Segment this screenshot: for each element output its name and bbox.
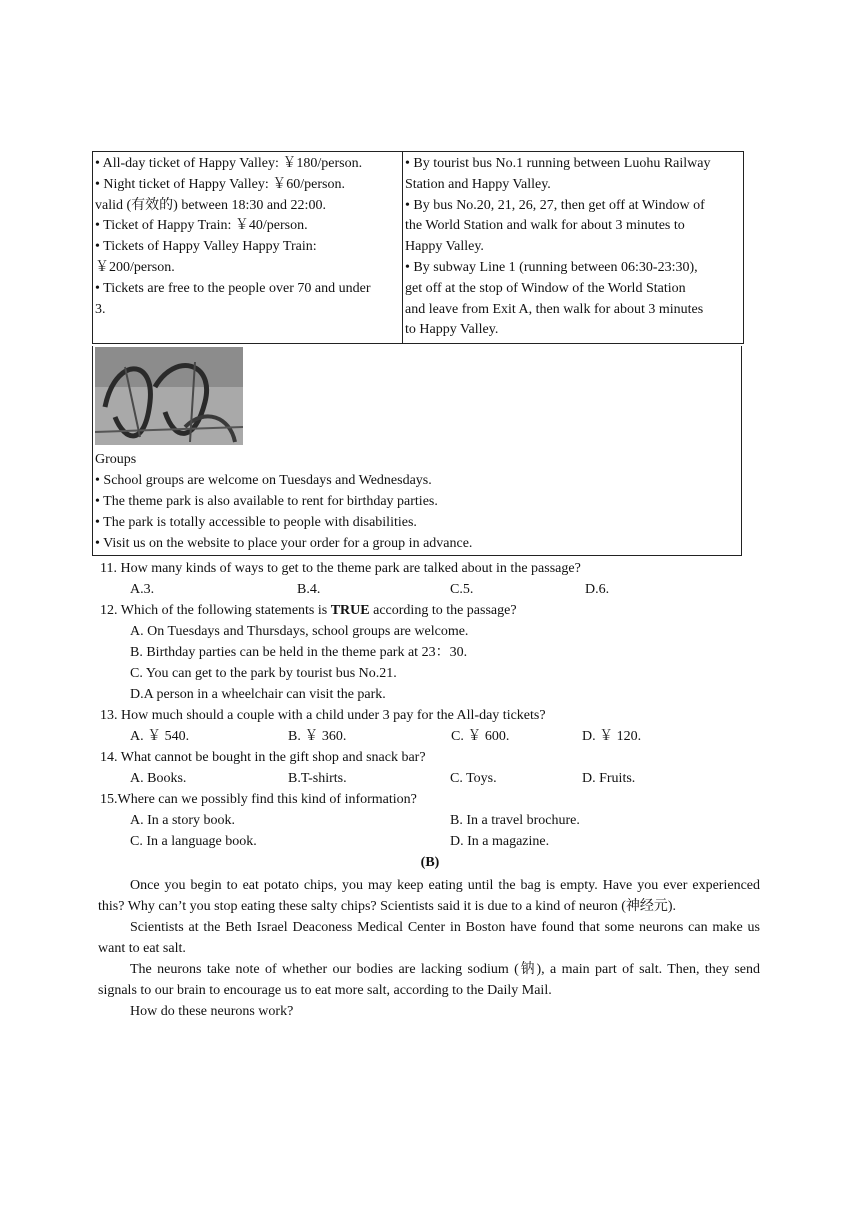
groups-item: • Visit us on the website to place your order for a group in advance. [95, 536, 473, 551]
roller-coaster-image [95, 347, 243, 445]
question-stem: 11. How many kinds of ways to get to the theme park are talked about in the passage? [100, 561, 581, 576]
option-c: C.5. [450, 582, 474, 597]
option-b: B. ￥ 360. [288, 729, 347, 744]
stem-text: 12. Which of the following statements is [100, 603, 331, 618]
option-a: A.3. [130, 582, 155, 597]
question-stem: 13. How much should a couple with a child under 3 pay for the All-day tickets? [100, 708, 546, 723]
passage-paragraph: Scientists at the Beth Israel Deaconess Medical Center in Boston have found that some neurons can make us want to eat salt. [98, 920, 760, 956]
question-15 [100, 789, 780, 852]
options-row [100, 579, 780, 600]
option-c: C. You can get to the park by tourist bus No.21. [130, 666, 397, 681]
ticket-line: • All-day ticket of Happy Valley: ￥180/person. [95, 156, 363, 171]
option-b: B. Birthday parties can be held in the theme park at 23：30. [130, 645, 468, 660]
ticket-line: • Night ticket of Happy Valley: ￥60/person. [95, 176, 345, 192]
option-d: D. Fruits. [582, 771, 636, 786]
option-d: D. In a magazine. [450, 834, 550, 849]
stem-emphasis: TRUE [330, 603, 370, 618]
transport-line: • By bus No.20, 21, 26, 27, then get off at Window of [405, 197, 705, 213]
option-c: C. Toys. [450, 771, 497, 786]
question-14 [100, 747, 780, 789]
passage-paragraph: How do these neurons work? [130, 1004, 294, 1019]
option-a: A. Books. [130, 771, 187, 786]
transport-line: get off at the stop of Window of the World Station [405, 280, 686, 296]
passage-paragraph: The neurons take note of whether our bodies are lacking sodium (钠), a main part of salt. Then, they send signals to our brain to encourage us to eat more salt, according to the Daily Mail. [98, 962, 760, 998]
option-b: B. In a travel brochure. [450, 813, 580, 828]
groups-item: • School groups are welcome on Tuesdays and Wednesdays. [95, 473, 432, 488]
groups-item: • The theme park is also available to rent for birthday parties. [95, 494, 438, 509]
option-d: D.A person in a wheelchair can visit the park. [130, 687, 386, 702]
option-a: A. In a story book. [130, 813, 235, 828]
section-b-passage [98, 875, 760, 1022]
groups-text [95, 449, 472, 554]
options-row [100, 810, 780, 831]
question-13 [100, 705, 780, 747]
transport-line: Happy Valley. [405, 239, 484, 255]
groups-item: • The park is totally accessible to people with disabilities. [95, 515, 417, 530]
question-12 [100, 600, 780, 705]
transport-line: and leave from Exit A, then walk for about 3 minutes [405, 301, 704, 317]
option-b: B.4. [297, 582, 321, 597]
option-c: C. ￥ 600. [451, 729, 510, 744]
section-b-heading: (B) [420, 855, 440, 870]
option-c: C. In a language book. [130, 834, 257, 849]
ticket-line: • Tickets are free to the people over 70 and under [95, 280, 371, 296]
question-stem [100, 600, 780, 621]
ticket-line: ￥200/person. [95, 259, 175, 275]
roller-coaster-photo [95, 347, 243, 445]
option-a: A. ￥ 540. [130, 729, 190, 744]
transport-line: to Happy Valley. [405, 322, 499, 338]
groups-heading: Groups [95, 452, 137, 467]
transport-line: • By subway Line 1 (running between 06:30-23:30), [405, 259, 698, 275]
stem-text: according to the passage? [369, 603, 517, 618]
transport-column [403, 152, 743, 343]
passage-paragraph: Once you begin to eat potato chips, you may keep eating until the bag is empty. Have you ever experienced this? Why can’t you stop eating these salty chips? Scientists said it is due to a kind of neuron (神经元). [98, 878, 760, 914]
option-d: D. ￥ 120. [582, 729, 642, 744]
options-row [100, 726, 780, 747]
option-a: A. On Tuesdays and Thursdays, school groups are welcome. [130, 624, 469, 639]
question-11 [100, 558, 780, 600]
options-row [100, 768, 780, 789]
question-stem: 14. What cannot be bought in the gift shop and snack bar? [100, 750, 426, 765]
transport-line: Station and Happy Valley. [405, 176, 551, 192]
ticket-line: 3. [95, 301, 106, 317]
ticket-line: • Ticket of Happy Train: ￥40/person. [95, 218, 308, 234]
groups-box [92, 346, 742, 556]
transport-line: • By tourist bus No.1 running between Luohu Railway [405, 156, 711, 171]
ticket-line: • Tickets of Happy Valley Happy Train: [95, 239, 317, 255]
options-row [100, 831, 780, 852]
ticket-transport-table [92, 151, 744, 344]
option-d: D.6. [585, 582, 610, 597]
ticket-prices-column [93, 152, 403, 343]
question-stem: 15.Where can we possibly find this kind of information? [100, 792, 417, 807]
option-b: B.T-shirts. [288, 771, 347, 786]
transport-line: the World Station and walk for about 3 minutes to [405, 218, 685, 234]
ticket-line: valid (有效的) between 18:30 and 22:00. [95, 197, 326, 213]
